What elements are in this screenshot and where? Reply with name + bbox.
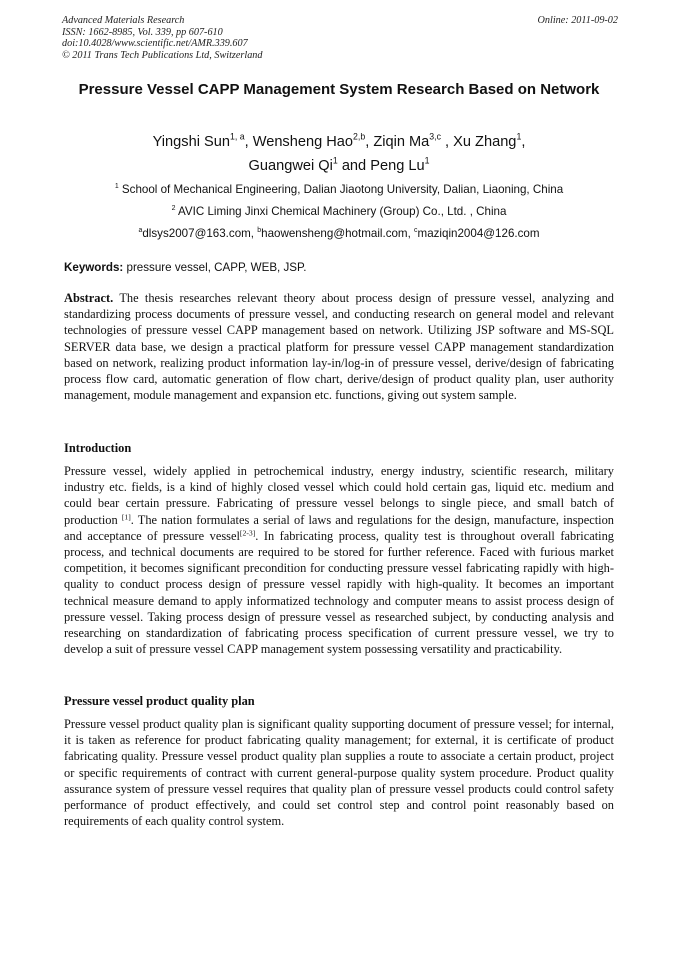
author-name: Yingshi Sun xyxy=(152,134,230,150)
quality-plan-paragraph: Pressure vessel product quality plan is significant quality supporting document of pressure vessel; for internal, it is taken as reference for product fabricating quality management; for external, it is certificate of product fabricating quality. Pressure vessel product quality plan supplies a route to associate a certain product, project or specific requirements of contract with current general-purpose quality system procedure. Product quality assurance system of pressure vessel requires that quality plan of pressure vessel products could control safety performance of product effectively, and could set control step and control point reasonably based on requirements of each quality control system. xyxy=(64,717,614,829)
author-separator: , xyxy=(440,134,454,150)
keywords-line xyxy=(64,261,616,275)
doi-line[interactable]: doi:10.4028/www.scientific.net/AMR.339.607 xyxy=(62,38,248,50)
journal-name: Advanced Materials Research xyxy=(62,15,185,26)
abstract-label: Abstract. xyxy=(64,291,114,305)
author-name: Wensheng Hao xyxy=(252,134,354,150)
affiliation-mark: 2 xyxy=(171,204,176,212)
citation-ref[interactable]: [2-3] xyxy=(239,528,256,538)
author-name: Peng Lu xyxy=(370,158,425,174)
author-name: Guangwei Qi xyxy=(248,158,333,174)
author-separator: , xyxy=(365,134,374,150)
author-affiliation-mark: 2,b xyxy=(353,131,366,142)
affiliation-1 xyxy=(50,183,628,197)
affiliation-text: AVIC Liming Jinxi Chemical Machinery (Group) Co., Ltd. , China xyxy=(178,205,507,218)
email-address[interactable]: dlsys2007@163.com, xyxy=(142,227,258,240)
author-affiliation-mark: 1 xyxy=(332,155,338,166)
email-address[interactable]: maziqin2004@126.com xyxy=(417,227,540,240)
quality-plan-heading: Pressure vessel product quality plan xyxy=(64,694,255,708)
email-mark: b xyxy=(257,226,262,234)
author-separator: , xyxy=(521,134,526,150)
email-line xyxy=(50,227,628,241)
intro-text: . The nation formulates a serial of laws and regulations for the design, manufacture, inspection and acceptance of pressure vessel xyxy=(64,512,614,543)
author-affiliation-mark: 3,c xyxy=(429,131,441,142)
author-name: Ziqin Ma xyxy=(373,134,430,150)
keywords-text: pressure vessel, CAPP, WEB, JSP. xyxy=(123,261,307,274)
email-mark: a xyxy=(138,226,143,234)
introduction-paragraph xyxy=(64,463,614,657)
affiliation-2 xyxy=(50,205,628,219)
intro-text: Pressure vessel, widely applied in petrochemical industry, energy industry, scientific research, military industry etc. fields, is a kind of highly closed vessel which could hold certain gas, liquid etc. medium and could bear certain pressure. Fabricating of pressure vessel belongs to single piece, and small batch of production xyxy=(64,464,614,527)
affiliation-mark: 1 xyxy=(114,182,119,190)
introduction-heading: Introduction xyxy=(64,441,132,455)
keywords-label: Keywords: xyxy=(64,261,124,274)
affiliation-text: School of Mechanical Engineering, Dalian Jiaotong University, Dalian, Liaoning, China xyxy=(121,183,564,196)
copyright-line: © 2011 Trans Tech Publications Ltd, Switzerland xyxy=(62,49,263,61)
intro-text: . In fabricating process, quality test is throughout overall fabricating process, and technical documents are required to be stored for further reference. Faced with furious market competition, it becomes significant precondition for conducting pressure vessel fabricating rapidly with high-quality to conduct process design of pressure vessel rapidly with high-quality. It becomes an important technical measure demand to apply informatized technology and computer means to assist process design of pressure vessel. Taking process design of pressure vessel as researched subject, by conducting analysis and researching on standardization of fabricating process specification of current pressure vessel, we try to develop a suit of pressure vessel CAPP management system possessing versatility and practicability. xyxy=(64,528,614,657)
author-affiliation-mark: 1 xyxy=(424,155,430,166)
email-mark: c xyxy=(414,226,418,234)
author-list xyxy=(70,130,608,178)
online-date: Online: 2011-09-02 xyxy=(537,15,618,26)
citation-ref[interactable]: [1] xyxy=(121,512,131,521)
issn-line: ISSN: 1662-8985, Vol. 339, pp 607-610 xyxy=(62,26,223,38)
abstract-paragraph xyxy=(64,290,614,403)
author-affiliation-mark: 1 xyxy=(516,131,522,142)
journal-header xyxy=(62,15,618,61)
author-separator: and xyxy=(337,158,371,174)
author-name: Xu Zhang xyxy=(453,134,517,150)
email-address[interactable]: haowensheng@hotmail.com, xyxy=(261,227,415,240)
paper-title: Pressure Vessel CAPP Management System Research Based on Network xyxy=(78,81,600,98)
author-separator: , xyxy=(244,134,253,150)
abstract-text: The thesis researches relevant theory about process design of pressure vessel, analyzing and standardizing process documents of pressure vessel, and conducting research on general model and relevant technologies of pressure vessel CAPP management based on network. Utilizing JSP software and MS-SQL SERVER data base, we design a practical platform for pressure vessel CAPP management standardization based on network, realizing product information lay-in/log-in of pressure vessel, derive/design of fabricating process flow card, automatic generation of flow chart, derive/design of product quality plan, user authority management, module management and expansion etc. functions, giving out system sample. xyxy=(64,291,614,403)
author-affiliation-mark: 1, a xyxy=(229,131,245,142)
